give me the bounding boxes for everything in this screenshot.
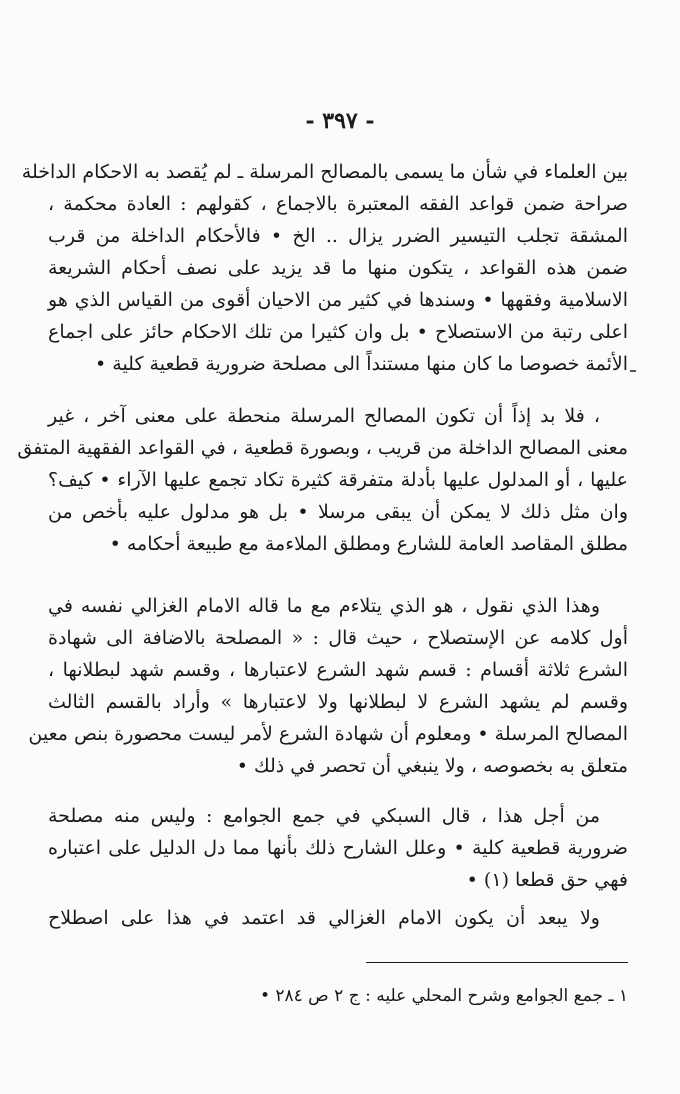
text-line: ضمن هذه القواعد ، يتكون منها ما قد يزيد على نصف أحكام الشريعة (48, 257, 628, 279)
text-line: الأئمة خصوصا ما كان منها مستنداً الى مصلحة ضرورية قطعية كلية • (95, 353, 628, 375)
text-line: وان مثل ذلك لا يمكن أن يبقى مرسلا • بل هو مدلول عليه بأخص من (48, 501, 628, 523)
text-line: الاسلامية وفقهها • وسندها في كثير من الاحيان أقوى من القياس الذي هو (48, 289, 628, 311)
text-line: فهي حق قطعا (١) • (466, 869, 628, 891)
text-line: معنى المصالح الداخلة من قريب ، وبصورة قطعية ، في القواعد الفقهية المتفق (17, 437, 628, 459)
text-line: متعلق به بخصوصه ، ولا ينبغي أن تحصر في ذلك • (236, 755, 628, 777)
text-line: عليها ، أو المدلول عليها بأدلة متفرقة كثيرة تكاد تجمع عليها الآراء • كيف؟ (48, 469, 628, 491)
footnote: ١ ـ جمع الجوامع وشرح المحلي عليه : ج ٢ ص ٢٨٤ • (259, 986, 628, 1006)
text-line: المشقة تجلب التيسير الضرر يزال .. الخ • فالأحكام الداخلة من قرب (48, 225, 628, 247)
paragraph-3 (28, 590, 628, 782)
text-line: من أجل هذا ، قال السبكي في جمع الجوامع : وليس منه مصلحة (48, 805, 600, 827)
text-line: بين العلماء في شأن ما يسمى بالمصالح المرسلة ـ لم يُقصد به الاحكام الداخلة (21, 161, 628, 183)
text-line: وهذا الذي نقول ، هو الذي يتلاءم مع ما قاله الامام الغزالي نفسه في (48, 595, 600, 617)
text-line: اعلى رتبة من الاستصلاح • بل وان كثيرا من تلك الاحكام حائز على اجماع (48, 321, 628, 343)
text-line: صراحة ضمن قواعد الفقه المعتبرة بالاجماع ، كقولهم : العادة محكمة ، (48, 193, 628, 215)
paragraph-1 (21, 156, 628, 380)
page-number: - ٣٩٧ - (305, 108, 375, 134)
text-line: المصالح المرسلة • ومعلوم أن شهادة الشرع لأمر ليست محصورة بنص معين (28, 723, 628, 745)
paragraph-5 (48, 902, 628, 934)
text-line: الشرع ثلاثة أقسام : قسم شهد الشرع لاعتبارها ، وقسم شهد لبطلانها ، (48, 659, 628, 681)
text-line: وقسم لم يشهد الشرع لا لبطلانها ولا لاعتبارها » وأراد بالقسم الثالث (48, 691, 628, 713)
text-line: مطلق المقاصد العامة للشارع ومطلق الملاءمة مع طبيعة أحكامه • (109, 533, 628, 555)
text-line: أول كلامه عن الإستصلاح ، حيث قال : « المصلحة بالاضافة الى شهادة (48, 627, 628, 649)
text-line: ولا يبعد أن يكون الامام الغزالي قد اعتمد في هذا على اصطلاح (48, 907, 600, 929)
footnote-separator (366, 962, 628, 963)
margin-mark (630, 370, 636, 372)
text-line: ، فلا بد إذاً أن تكون المصالح المرسلة منحطة على معنى آخر ، غير (48, 405, 600, 427)
paragraph-4 (48, 800, 628, 896)
paragraph-2 (17, 400, 628, 560)
text-line: ضرورية قطعية كلية • وعلل الشارح ذلك بأنها مما دل الدليل على اعتباره (48, 837, 628, 859)
